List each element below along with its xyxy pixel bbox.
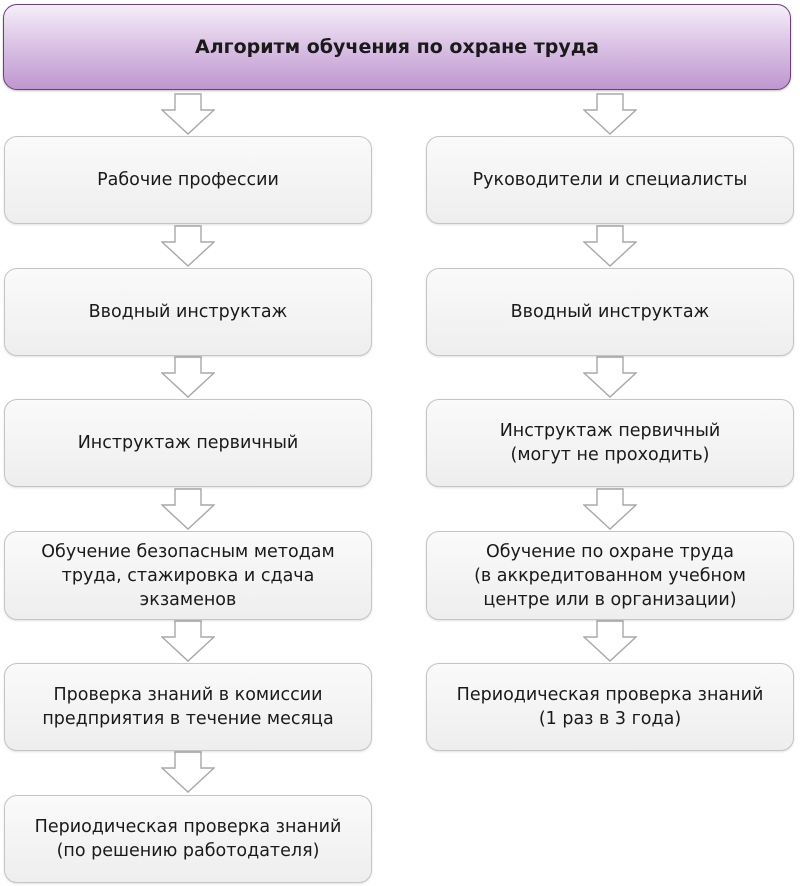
right-step-labor-safety-training xyxy=(426,531,794,620)
step-text: (могут не проходить) xyxy=(510,445,710,465)
right-step-managers-specialists xyxy=(426,136,794,224)
down-arrow-icon xyxy=(161,356,215,398)
down-arrow-icon xyxy=(161,488,215,530)
down-arrow-icon xyxy=(161,751,215,793)
step-text: экзаменов xyxy=(139,589,237,610)
step-text: Вводный инструктаж xyxy=(510,302,710,322)
step-text: Вводный инструктаж xyxy=(88,302,288,322)
diagram-title: Алгоритм обучения по охране труда xyxy=(195,36,599,58)
step-text: (по решению работодателя) xyxy=(56,841,320,861)
down-arrow-icon xyxy=(161,225,215,267)
step-text: Проверка знаний в комиссии xyxy=(53,685,323,705)
right-step-primary-briefing xyxy=(426,399,794,487)
step-text: Обучение безопасным методам xyxy=(41,541,335,562)
down-arrow-icon xyxy=(583,620,637,662)
step-text: Рабочие профессии xyxy=(97,170,279,190)
step-text: труда, стажировка и сдача xyxy=(61,565,315,586)
step-text: Периодическая проверка знаний xyxy=(34,817,342,837)
step-text: Инструктаж первичный xyxy=(499,421,721,441)
left-step-primary-briefing xyxy=(4,399,372,487)
step-text: Инструктаж первичный xyxy=(77,433,299,453)
step-text: центре или в организации) xyxy=(483,589,737,610)
down-arrow-icon xyxy=(583,356,637,398)
step-text: (1 раз в 3 года) xyxy=(538,709,682,729)
step-text: Обучение по охране труда xyxy=(485,541,735,562)
left-step-worker-professions xyxy=(4,136,372,224)
left-step-induction-briefing xyxy=(4,268,372,356)
step-text: предприятия в течение месяца xyxy=(42,709,334,729)
step-text: Руководители и специалисты xyxy=(472,170,748,190)
left-step-knowledge-check xyxy=(4,663,372,751)
right-step-periodic-check xyxy=(426,663,794,751)
down-arrow-icon xyxy=(583,488,637,530)
down-arrow-icon xyxy=(161,620,215,662)
down-arrow-icon xyxy=(583,93,637,135)
left-step-safe-methods-training xyxy=(4,531,372,620)
step-text: (в аккредитованном учебном xyxy=(474,565,746,586)
diagram-title-box xyxy=(3,4,791,90)
step-text: Периодическая проверка знаний xyxy=(456,685,764,705)
left-step-periodic-check xyxy=(4,795,372,883)
down-arrow-icon xyxy=(583,225,637,267)
right-step-induction-briefing xyxy=(426,268,794,356)
down-arrow-icon xyxy=(161,93,215,135)
